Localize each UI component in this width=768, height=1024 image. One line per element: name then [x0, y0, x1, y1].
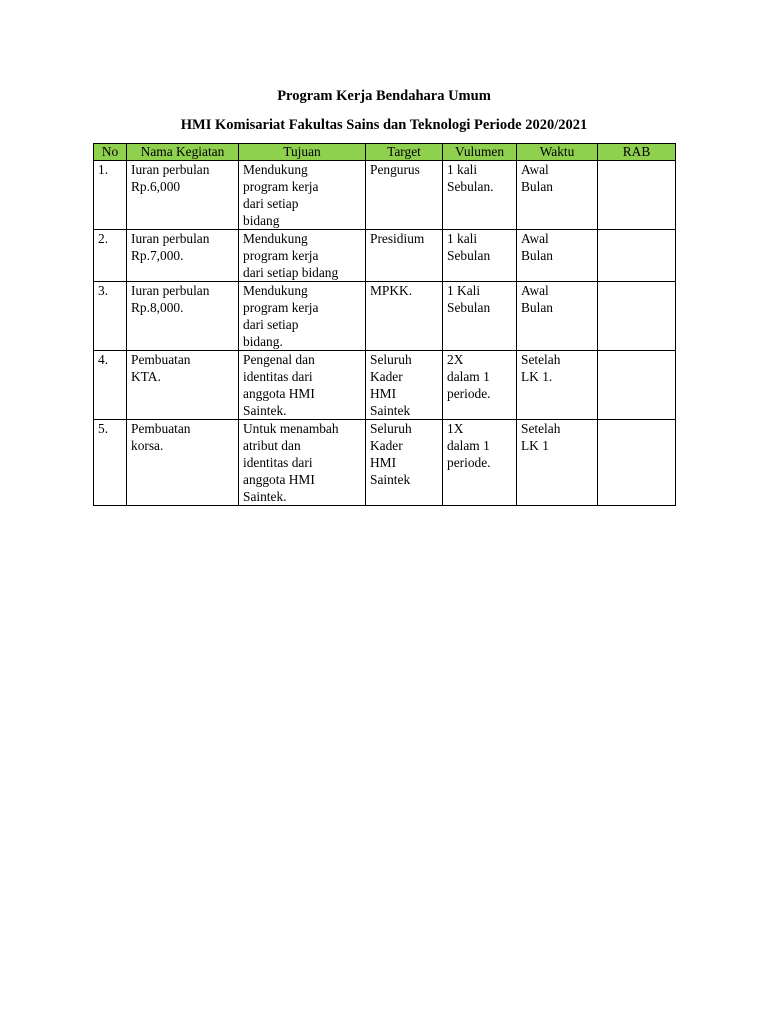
cell-waktu: Setelah LK 1	[517, 420, 598, 506]
cell-volume: 2X dalam 1 periode.	[443, 351, 517, 420]
cell-target: MPKK.	[366, 282, 443, 351]
cell-rab	[598, 351, 676, 420]
cell-nama-kegiatan: Pembuatan KTA.	[127, 351, 239, 420]
cell-no: 5.	[94, 420, 127, 506]
cell-volume: 1X dalam 1 periode.	[443, 420, 517, 506]
cell-rab	[598, 282, 676, 351]
cell-no: 1.	[94, 161, 127, 230]
table-row	[94, 161, 676, 230]
cell-tujuan: Mendukung program kerja dari setiap bidang	[239, 230, 366, 282]
cell-rab	[598, 230, 676, 282]
header-rab: RAB	[598, 144, 676, 161]
cell-waktu: Awal Bulan	[517, 230, 598, 282]
header-nama-kegiatan: Nama Kegiatan	[127, 144, 239, 161]
cell-tujuan: Untuk menambah atribut dan identitas dari anggota HMI Saintek.	[239, 420, 366, 506]
cell-no: 3.	[94, 282, 127, 351]
header-tujuan: Tujuan	[239, 144, 366, 161]
table-row	[94, 420, 676, 506]
header-target: Target	[366, 144, 443, 161]
cell-waktu: Awal Bulan	[517, 161, 598, 230]
cell-waktu: Setelah LK 1.	[517, 351, 598, 420]
cell-nama-kegiatan: Iuran perbulan Rp.8,000.	[127, 282, 239, 351]
cell-rab	[598, 161, 676, 230]
cell-waktu: Awal Bulan	[517, 282, 598, 351]
header-waktu: Waktu	[517, 144, 598, 161]
cell-tujuan: Mendukung program kerja dari setiap bidang.	[239, 282, 366, 351]
work-program-table	[93, 143, 676, 506]
cell-no: 4.	[94, 351, 127, 420]
table-row	[94, 351, 676, 420]
cell-volume: 1 kali Sebulan.	[443, 161, 517, 230]
cell-volume: 1 kali Sebulan	[443, 230, 517, 282]
header-no: No	[94, 144, 127, 161]
document-title: Program Kerja Bendahara Umum	[277, 88, 491, 104]
table-header-row	[94, 144, 676, 161]
cell-tujuan: Pengenal dan identitas dari anggota HMI Saintek.	[239, 351, 366, 420]
cell-target: Pengurus	[366, 161, 443, 230]
cell-volume: 1 Kali Sebulan	[443, 282, 517, 351]
cell-target: Seluruh Kader HMI Saintek	[366, 420, 443, 506]
cell-target: Seluruh Kader HMI Saintek	[366, 351, 443, 420]
cell-no: 2.	[94, 230, 127, 282]
table-row	[94, 282, 676, 351]
cell-nama-kegiatan: Iuran perbulan Rp.6,000	[127, 161, 239, 230]
cell-nama-kegiatan: Pembuatan korsa.	[127, 420, 239, 506]
cell-tujuan: Mendukung program kerja dari setiap bidang	[239, 161, 366, 230]
table-row	[94, 230, 676, 282]
document-subtitle: HMI Komisariat Fakultas Sains dan Teknologi Periode 2020/2021	[180, 117, 588, 133]
cell-rab	[598, 420, 676, 506]
header-volume: Vulumen	[443, 144, 517, 161]
cell-nama-kegiatan: Iuran perbulan Rp.7,000.	[127, 230, 239, 282]
cell-target: Presidium	[366, 230, 443, 282]
